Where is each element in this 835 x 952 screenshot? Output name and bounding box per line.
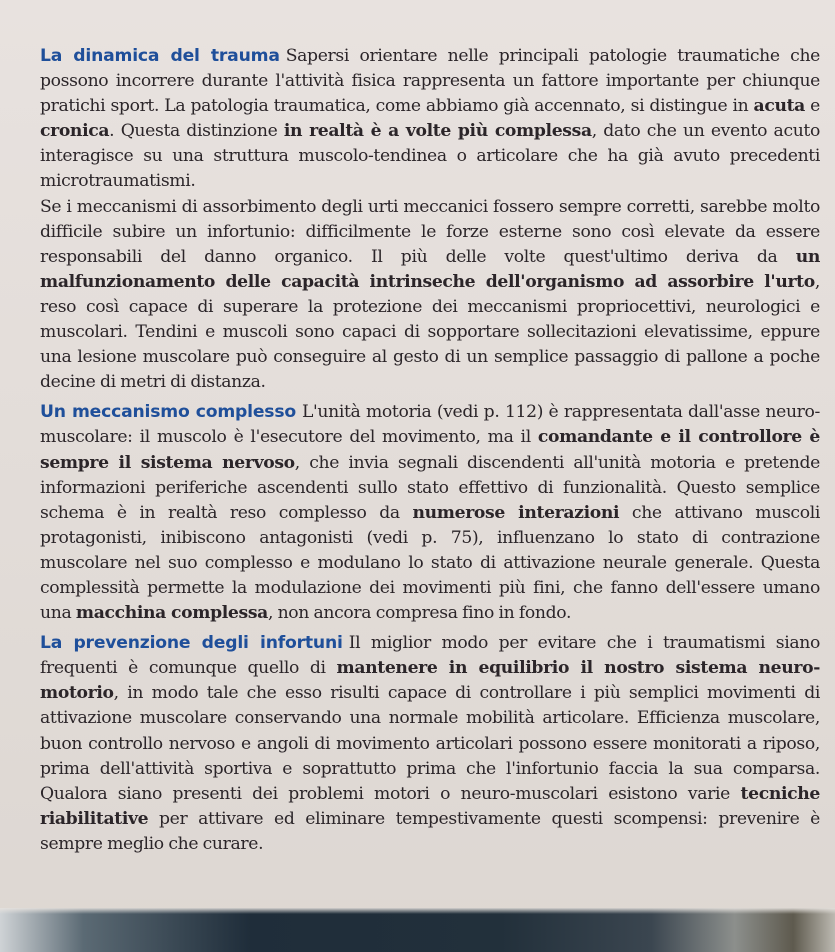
bold-run: un malfunzionamento delle capacità intrinseche dell'organismo ad assorbire l'urto bbox=[40, 246, 820, 292]
paragraph-dinamica-trauma bbox=[40, 44, 820, 195]
bold-run: macchina complessa bbox=[75, 603, 268, 624]
paragraph-body bbox=[40, 402, 820, 623]
bold-run: numerose interazioni bbox=[412, 502, 620, 523]
text-run: Sapersi orientare nelle principali patologie traumatiche che possono incorrere durante l'attività fisica rappresenta un fattore importante per chiunque pratichi sport. La patologia traumatica, come abbiamo già accennato, si distingue in bbox=[40, 46, 820, 117]
text-run: , reso così capace di superare la protezione dei meccanismi propriocettivi, neurologici e muscolari. Tendini e muscoli sono capaci di sopportare sollecitazioni elevatissime, eppure una lesione muscolare può conseguire al gesto di un semplice passaggio di pallone a poche decine di metri di distanza. bbox=[40, 271, 820, 393]
text-run: , in modo tale che esso risulti capace di controllare i più semplici movimenti di attivazione muscolare conservando una normale mobilità articolare. Efficienza muscolare, buon controllo nervoso e angoli di movimento articolari possono essere monitorati a riposo, prima dell'attività sportiva e soprattutto prima che l'infortunio faccia la sua comparsa. Qualora siano presenti dei problemi motori o neuro-muscolari esistono varie bbox=[40, 683, 820, 804]
heading-meccanismo-complesso: Un meccanismo complesso bbox=[40, 402, 296, 423]
text-run: Il miglior modo per evitare che i traumatismi siano frequenti è comunque quello di bbox=[40, 633, 820, 679]
text-run: . Questa distinzione bbox=[109, 121, 284, 142]
text-run: , non ancora compresa fino in fondo. bbox=[267, 603, 572, 624]
text-run: Se i meccanismi di assorbimento degli urti meccanici fossero sempre corretti, sarebbe molto difficile subire un infortunio: difficilmente le forze esterne sono così elevate da essere responsabili del danno organico. Il più delle volte quest'ultimo deriva da bbox=[40, 196, 820, 267]
bold-run: acuta bbox=[753, 96, 805, 117]
heading-dinamica-trauma: La dinamica del trauma bbox=[40, 46, 280, 66]
paragraph-body bbox=[40, 46, 820, 191]
text-run: e bbox=[804, 96, 820, 117]
text-run: per attivare ed eliminare tempestivamente questi scompensi: prevenire è sempre meglio che curare. bbox=[40, 808, 820, 854]
photo-strip bbox=[0, 908, 835, 952]
paragraph-meccanismo-complesso bbox=[40, 400, 820, 626]
bold-run: cronica bbox=[40, 121, 110, 142]
text-body bbox=[40, 44, 820, 857]
text-run: L'unità motoria (vedi p. 112) è rappresentata dall'asse neuro-muscolare: il muscolo è l'esecutore del movimento, ma il bbox=[40, 402, 820, 448]
paragraph-body bbox=[40, 633, 820, 854]
bold-run: comandante e il controllore è sempre il sistema nervoso bbox=[40, 427, 820, 473]
text-run: , che invia segnali discendenti all'unità motoria e pretende informazioni periferiche ascendenti sullo stato effettivo di funzionalità. Questo semplice schema è in realtà reso complesso da bbox=[40, 452, 820, 523]
bold-run: in realtà è a volte più complessa bbox=[283, 121, 592, 142]
paragraph-prevenzione-infortuni bbox=[40, 631, 820, 857]
photo-edge-shadow bbox=[0, 908, 835, 914]
bold-run: mantenere in equilibrio il nostro sistema neuro-motorio bbox=[40, 658, 821, 704]
bold-run: tecniche riabilitative bbox=[40, 783, 820, 829]
heading-prevenzione-infortuni: La prevenzione degli infortuni bbox=[40, 633, 343, 654]
text-run: che attivano muscoli protagonisti, inibiscono antagonisti (vedi p. 75), influenzano lo stato di contrazione muscolare nel suo complesso e modulano lo stato di attivazione neurale generale. Questa complessità permette la modulazione dei movimenti più fini, che fanno dell'essere umano una bbox=[40, 502, 820, 624]
text-run: , dato che un evento acuto interagisce su una struttura muscolo-tendinea o articolare che ha già avuto precedenti microtraumatismi. bbox=[40, 121, 820, 192]
paragraph-assorbimento-urti bbox=[40, 195, 820, 396]
paragraph-body bbox=[40, 197, 820, 393]
